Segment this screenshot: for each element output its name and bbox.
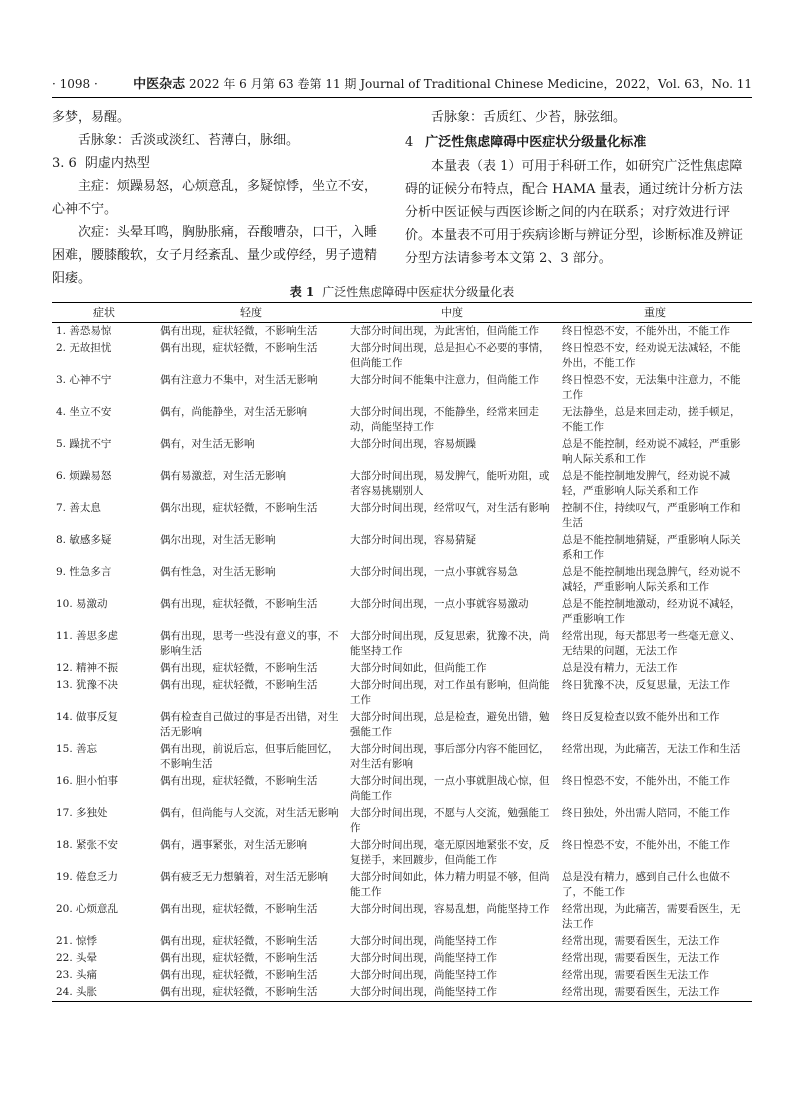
cell-moderate: 大部分时间出现，尚能坚持工作: [346, 984, 558, 1002]
cell-mild: 偶有出现，症状轻微，不影响生活: [160, 342, 318, 354]
header-mild: 轻度: [156, 303, 346, 323]
cell-symptom: 18. 紧张不安: [56, 839, 119, 851]
cell-moderate: 大部分时间出现，毫无原因地紧张不安，反复搓手，来回踱步，但尚能工作: [350, 839, 550, 866]
cell-severe: 总是不能控制，经劝说不减轻，严重影响人际关系和工作: [562, 438, 741, 465]
journal-name: 中医杂志: [133, 77, 186, 92]
header-symptom: 症状: [52, 303, 156, 323]
section-heading: [405, 131, 750, 154]
table-row: [52, 677, 752, 709]
cell-moderate: 大部分时间出现，容易烦躁: [350, 438, 476, 450]
header-rule: [52, 97, 752, 98]
cell-symptom: 17. 多独处: [56, 807, 108, 819]
cell-symptom: 21. 惊悸: [56, 935, 98, 947]
cell-symptom: 6. 烦躁易怒: [56, 470, 112, 482]
table-row: [52, 933, 752, 950]
cell-moderate: 大部分时间出现，容易乱想，尚能坚持工作: [350, 903, 550, 915]
paragraph: 次症：头晕耳鸣，胸胁胀痛，吞酸嘈杂，口干，入睡困难，腰膝酸软，女子月经紊乱、量少或停经，男子遗精阳痿。: [52, 225, 378, 286]
cell-symptom: 16. 胆小怕事: [56, 775, 119, 787]
cell-moderate: 大部分时间出现，不能静坐，经常来回走动，尚能坚持工作: [350, 406, 539, 433]
cell-mild: 偶有检查自己做过的事是否出错，对生活无影响: [160, 711, 339, 738]
cell-mild: 偶有性急，对生活无影响: [160, 566, 276, 578]
cell-mild: 偶有出现，症状轻微，不影响生活: [160, 598, 318, 610]
cell-moderate: 大部分时间出现，一点小事就胆战心惊，但尚能工作: [350, 775, 550, 802]
table-row: [52, 660, 752, 677]
table-label: 表 1: [289, 285, 315, 299]
cell-mild: 偶有，但尚能与人交流，对生活无影响: [160, 807, 339, 819]
cell-mild: 偶有注意力不集中，对生活无影响: [160, 374, 318, 386]
cell-symptom: 8. 敏感多疑: [56, 534, 112, 546]
cell-symptom: 19. 倦怠乏力: [56, 871, 119, 883]
cell-severe: 经常出现，需要看医生，无法工作: [562, 952, 720, 964]
cell-severe: 总是没有精力，无法工作: [562, 662, 678, 674]
cell-symptom: 2. 无故担忧: [56, 342, 112, 354]
journal-issue-info: 2022 年 6 月第 63 卷第 11 期 Journal of Traditional Chinese Medicine，2022，Vol. 63，No. 11: [188, 77, 752, 91]
header-severe: 重度: [558, 303, 752, 323]
table-caption: [52, 284, 752, 300]
paragraph: 多梦，易醒。: [52, 110, 131, 125]
cell-symptom: 4. 坐立不安: [56, 406, 112, 418]
cell-mild: 偶有出现，症状轻微，不影响生活: [160, 775, 318, 787]
cell-symptom: 5. 躁扰不宁: [56, 438, 112, 450]
cell-mild: 偶有出现，症状轻微，不影响生活: [160, 679, 318, 691]
cell-mild: 偶有出现，前说后忘，但事后能回忆，不影响生活: [160, 743, 339, 770]
cell-moderate: 大部分时间如此，但尚能工作: [350, 662, 487, 674]
table-row: [52, 468, 752, 500]
cell-symptom: 15. 善忘: [56, 743, 98, 755]
cell-symptom: 1. 善恐易惊: [56, 325, 112, 337]
cell-symptom: 13. 犹豫不决: [56, 679, 119, 691]
cell-moderate: 大部分时间出现，事后部分内容不能回忆，对生活有影响: [350, 743, 550, 770]
cell-mild: 偶有，遇事紧张，对生活无影响: [160, 839, 307, 851]
table-row: [52, 869, 752, 901]
cell-mild: 偶有出现，症状轻微，不影响生活: [160, 662, 318, 674]
cell-severe: 终日犹豫不决，反复思量，无法工作: [562, 679, 730, 691]
cell-symptom: 20. 心烦意乱: [56, 903, 119, 915]
running-header: [52, 74, 752, 94]
cell-moderate: 大部分时间如此，体力精力明显不够，但尚能工作: [350, 871, 550, 898]
table-row: [52, 500, 752, 532]
cell-moderate: 大部分时间出现，一点小事就容易急: [350, 566, 518, 578]
page-number: · 1098 ·: [52, 77, 98, 91]
cell-moderate: 大部分时间出现，尚能坚持工作: [350, 935, 497, 947]
table-row: [52, 340, 752, 372]
cell-mild: 偶有出现，症状轻微，不影响生活: [160, 903, 318, 915]
cell-symptom: 12. 精神不振: [56, 662, 119, 674]
cell-symptom: 9. 性急多言: [56, 566, 112, 578]
cell-mild: 偶尔出现，症状轻微，不影响生活: [160, 502, 318, 514]
paragraph: 舌脉象：舌质红、少苔，脉弦细。: [431, 110, 627, 125]
cell-mild: 偶有出现，症状轻微，不影响生活: [160, 969, 318, 981]
cell-mild: 偶有出现，症状轻微，不影响生活: [156, 984, 346, 1002]
cell-mild: 偶有出现，症状轻微，不影响生活: [160, 325, 318, 337]
cell-mild: 偶尔出现，对生活无影响: [160, 534, 276, 546]
symptom-quantification-table: [52, 302, 752, 1002]
cell-moderate: 大部分时间出现，不愿与人交流，勉强能工作: [350, 807, 550, 834]
cell-mild: 偶有，对生活无影响: [160, 438, 255, 450]
table-title: 广泛性焦虑障碍中医症状分级量化表: [322, 285, 515, 299]
table-row: [52, 837, 752, 869]
table-row: [52, 628, 752, 660]
cell-symptom: 22. 头晕: [56, 952, 98, 964]
cell-moderate: 大部分时间出现，反复思索，犹豫不决，尚能坚持工作: [350, 630, 550, 657]
cell-moderate: 大部分时间出现，容易猜疑: [350, 534, 476, 546]
left-column: [52, 106, 387, 290]
cell-symptom: 24. 头胀: [52, 984, 156, 1002]
cell-severe: 终日惶恐不安，不能外出，不能工作: [562, 325, 730, 337]
cell-mild: 偶有出现，思考一些没有意义的事，不影响生活: [160, 630, 339, 657]
cell-moderate: 大部分时间出现，尚能坚持工作: [350, 969, 497, 981]
cell-severe: 总是没有精力，感到自己什么也做不了，不能工作: [562, 871, 730, 898]
cell-severe: 终日惶恐不安，经劝说无法减轻，不能外出，不能工作: [562, 342, 741, 369]
cell-symptom: 10. 易激动: [56, 598, 108, 610]
cell-severe: 经常出现，需要看医生无法工作: [562, 969, 709, 981]
section-number: 4: [405, 135, 414, 150]
cell-severe: 无法静坐，总是来回走动，搓手顿足，不能工作: [562, 406, 741, 433]
cell-moderate: 大部分时间出现，总是检查，避免出错，勉强能工作: [350, 711, 550, 738]
paragraph: 舌脉象：舌淡或淡红、苔薄白，脉细。: [78, 133, 300, 148]
cell-moderate: 大部分时间出现，尚能坚持工作: [350, 952, 497, 964]
section-title: 阴虚内热型: [84, 156, 150, 171]
table-row: [52, 805, 752, 837]
table-row: [52, 596, 752, 628]
table-row: [52, 532, 752, 564]
cell-severe: 终日惶恐不安，不能外出，不能工作: [562, 775, 730, 787]
cell-severe: 终日惶恐不安，不能外出，不能工作: [562, 839, 730, 851]
table-row: [52, 984, 752, 1002]
cell-severe: 经常出现，每天都思考一些毫无意义、无结果的问题，无法工作: [562, 630, 741, 657]
table-row: [52, 323, 752, 341]
table-row: [52, 773, 752, 805]
section-number: 3. 6: [52, 156, 77, 171]
cell-mild: 偶有出现，症状轻微，不影响生活: [160, 952, 318, 964]
cell-severe: 经常出现，为此痛苦，需要看医生，无法工作: [562, 903, 741, 930]
table-row: [52, 967, 752, 984]
cell-severe: 终日反复检查以致不能外出和工作: [562, 711, 720, 723]
cell-moderate: 大部分时间出现，易发脾气，能听劝阻，或者容易挑剔别人: [350, 470, 550, 497]
table-row: [52, 901, 752, 933]
cell-severe: 控制不住，持续叹气，严重影响工作和生活: [562, 502, 741, 529]
cell-moderate: 大部分时间出现，经常叹气，对生活有影响: [350, 502, 550, 514]
cell-severe: 总是不能控制地出现急脾气，经劝说不减轻，严重影响人际关系和工作: [562, 566, 741, 593]
table-row: [52, 436, 752, 468]
table-row: [52, 709, 752, 741]
table-header-row: [52, 303, 752, 323]
cell-mild: 偶有疲乏无力想躺着，对生活无影响: [160, 871, 328, 883]
section-heading: [52, 152, 387, 175]
cell-moderate: 大部分时间不能集中注意力，但尚能工作: [350, 374, 539, 386]
cell-severe: 终日独处，外出需人陪同，不能工作: [562, 807, 730, 819]
table-body: [52, 323, 752, 1002]
paragraph: 主症：烦躁易怒，心烦意乱，多疑惊悸，坐立不安，心神不宁。: [52, 179, 378, 217]
section-title: 广泛性焦虑障碍中医症状分级量化标准: [425, 135, 647, 150]
header-moderate: 中度: [346, 303, 558, 323]
cell-severe: 经常出现，需要看医生，无法工作: [562, 935, 720, 947]
table-row: [52, 950, 752, 967]
cell-severe: 经常出现，需要看医生，无法工作: [558, 984, 752, 1002]
table-row: [52, 404, 752, 436]
cell-severe: 经常出现，为此痛苦，无法工作和生活: [562, 743, 741, 755]
cell-symptom: 11. 善思多虑: [56, 630, 119, 642]
cell-severe: 总是不能控制地猜疑，严重影响人际关系和工作: [562, 534, 741, 561]
cell-mild: 偶有，尚能静坐，对生活无影响: [160, 406, 307, 418]
table-row: [52, 372, 752, 404]
paragraph: 本量表（表 1）可用于科研工作，如研究广泛性焦虑障碍的证候分布特点，配合 HAMA 量表，通过统计分析方法分析中医证候与西医诊断之间的内在联系；对疗效进行评价。本量表不可用于疾病诊断与辨证分型，诊断标准及辨证分型方法请参考本文第 2、3 部分。: [405, 159, 744, 266]
cell-moderate: 大部分时间出现，对工作虽有影响，但尚能工作: [350, 679, 550, 706]
cell-severe: 总是不能控制地发脾气，经劝说不减轻，严重影响人际关系和工作: [562, 470, 730, 497]
cell-moderate: 大部分时间出现，为此害怕，但尚能工作: [350, 325, 539, 337]
cell-moderate: 大部分时间出现，总是担心不必要的事情，但尚能工作: [350, 342, 550, 369]
cell-severe: 总是不能控制地激动，经劝说不减轻，严重影响工作: [562, 598, 741, 625]
cell-mild: 偶有易激惹，对生活无影响: [160, 470, 286, 482]
cell-severe: 终日惶恐不安，无法集中注意力，不能工作: [562, 374, 741, 401]
cell-symptom: 23. 头痛: [56, 969, 98, 981]
cell-symptom: 3. 心神不宁: [56, 374, 112, 386]
cell-moderate: 大部分时间出现，一点小事就容易激动: [350, 598, 529, 610]
table-row: [52, 564, 752, 596]
cell-symptom: 7. 善太息: [56, 502, 101, 514]
cell-symptom: 14. 做事反复: [56, 711, 119, 723]
table-row: [52, 741, 752, 773]
right-column: [405, 106, 750, 270]
journal-title: [133, 74, 752, 95]
cell-mild: 偶有出现，症状轻微，不影响生活: [160, 935, 318, 947]
